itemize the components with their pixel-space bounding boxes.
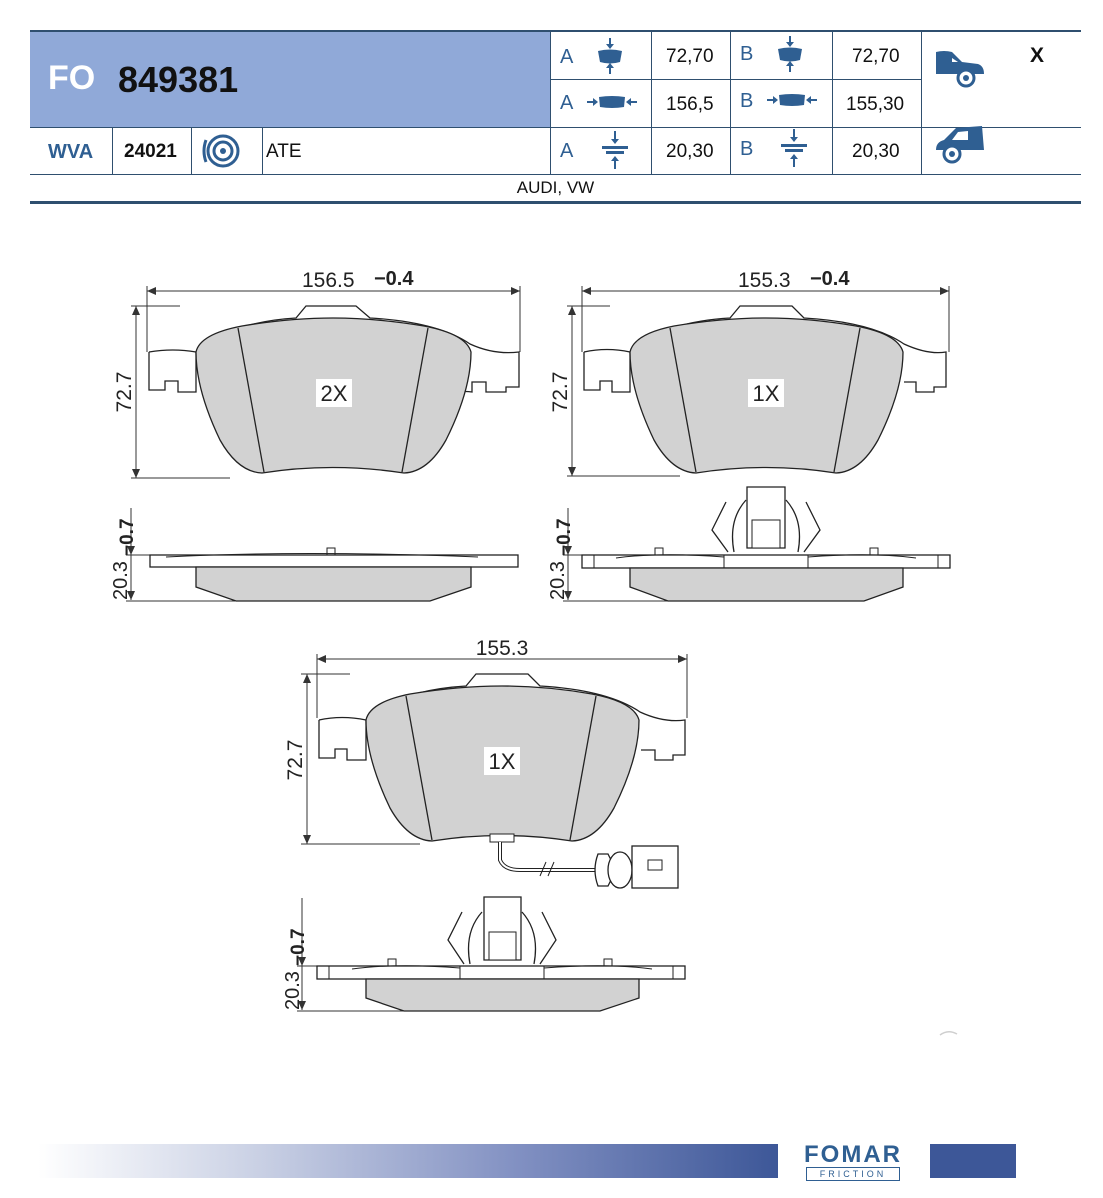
stray-mark bbox=[940, 1032, 957, 1035]
dim-a-value: 72,70 bbox=[666, 46, 714, 67]
brand-logo-subtitle: FRICTION bbox=[806, 1167, 900, 1181]
dim-b-label: B bbox=[740, 43, 754, 65]
axle-mark: X bbox=[1030, 44, 1045, 67]
pad-3-side-view bbox=[282, 897, 685, 1011]
pad-3-width-dim: 155.3 bbox=[475, 637, 529, 660]
pad-3-height-dim: 72.7 bbox=[284, 739, 307, 781]
pad-1-side-view bbox=[110, 508, 518, 601]
pad-2-thickness-dim: 20.3 bbox=[547, 561, 569, 600]
dim-b-value: 72,70 bbox=[852, 46, 900, 67]
dim-b-value: 155,30 bbox=[846, 94, 905, 115]
pad-2-thickness-tol: −0.7 bbox=[554, 518, 575, 556]
dim-a-label: A bbox=[560, 46, 574, 68]
pad-2-height-dim: 72.7 bbox=[549, 371, 572, 413]
wva-value: 24021 bbox=[124, 141, 177, 162]
code-prefix: FO bbox=[48, 59, 96, 97]
wva-label: WVA bbox=[48, 141, 94, 163]
vehicle-makes: AUDI, VW bbox=[516, 178, 595, 197]
pad-2-front-view bbox=[549, 268, 949, 476]
pad-1-height-dim: 72.7 bbox=[113, 371, 136, 413]
pad-1-front-view bbox=[113, 268, 520, 478]
pad-3-thickness-tol: −0.7 bbox=[288, 928, 309, 966]
dim-b-label: B bbox=[740, 90, 754, 112]
pad-1-width-dim: 156.5 bbox=[302, 269, 355, 292]
dim-b-value: 20,30 bbox=[852, 141, 900, 162]
part-number: 849381 bbox=[118, 59, 239, 100]
pad-1-thickness-tol: −0.7 bbox=[117, 518, 138, 556]
pad-1-qty: 2X bbox=[320, 381, 348, 406]
pad-2-side-view bbox=[547, 487, 950, 601]
wear-sensor-cable bbox=[490, 834, 678, 888]
pad-3-qty: 1X bbox=[488, 749, 516, 774]
pad-2-width-tol: −0.4 bbox=[810, 268, 850, 290]
brand-logo: FOMAR bbox=[804, 1141, 902, 1168]
dim-b-label: B bbox=[740, 138, 754, 160]
pad-2-qty: 1X bbox=[752, 381, 780, 406]
pad-2-width-dim: 155.3 bbox=[738, 269, 791, 292]
dim-a-label: A bbox=[560, 92, 574, 114]
manufacturer: ATE bbox=[266, 141, 302, 162]
pad-1-width-tol: −0.4 bbox=[374, 268, 414, 290]
pad-3-front-view bbox=[284, 637, 687, 844]
dim-a-value: 20,30 bbox=[666, 141, 714, 162]
dim-a-value: 156,5 bbox=[666, 94, 714, 115]
footer-accent-block bbox=[930, 1144, 1016, 1178]
pad-3-thickness-dim: 20.3 bbox=[282, 971, 304, 1010]
pad-1-thickness-dim: 20.3 bbox=[110, 561, 132, 600]
footer-gradient-bar bbox=[38, 1144, 778, 1178]
dim-a-label: A bbox=[560, 140, 574, 162]
